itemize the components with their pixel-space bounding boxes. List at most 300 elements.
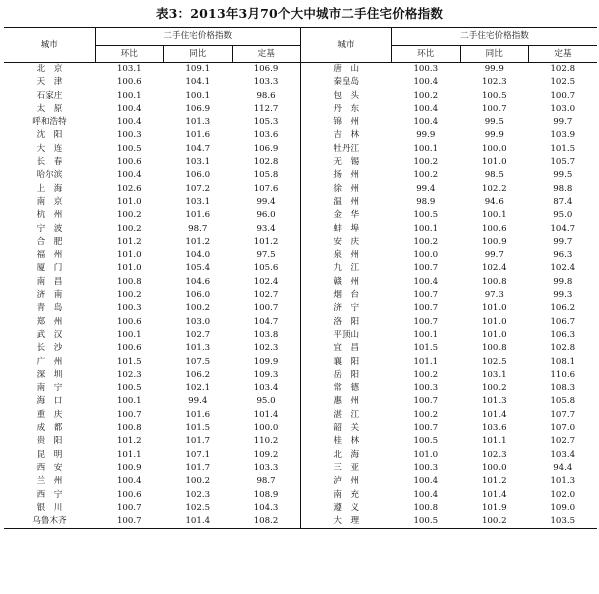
left-base-cell: 105.3 <box>253 117 279 128</box>
yoy-header-right: 同比 <box>460 46 529 63</box>
left-city-cell: 重 庆 <box>36 409 63 420</box>
right-base-cell: 103.5 <box>529 515 598 529</box>
right-mom-cell: 100.3 <box>413 383 439 394</box>
left-city-cell: 大 连 <box>36 143 63 154</box>
left-city-cell: 南 昌 <box>36 276 63 287</box>
left-yoy-cell: 106.9 <box>185 103 211 114</box>
left-mom-cell: 100.1 <box>116 329 142 340</box>
right-yoy-cell: 102.4 <box>481 263 507 274</box>
left-city-cell: 南 宁 <box>36 383 63 394</box>
left-yoy-cell: 103.0 <box>185 316 211 327</box>
table-row <box>4 489 597 502</box>
left-city-cell: 哈尔滨 <box>36 170 63 181</box>
right-mom-cell: 100.5 <box>413 210 439 221</box>
right-base-cell: 104.7 <box>550 223 576 234</box>
right-base-cell: 106.2 <box>550 303 576 314</box>
right-yoy-cell: 100.8 <box>481 276 507 287</box>
mom-header-left: 环比 <box>95 46 164 63</box>
right-base-cell: 95.0 <box>553 210 573 221</box>
right-city-cell: 秦皇岛 <box>301 76 392 89</box>
right-city-cell: 蚌 埠 <box>301 223 392 236</box>
right-mom-cell: 100.0 <box>413 250 439 261</box>
left-yoy-cell: 107.2 <box>185 183 211 194</box>
left-base-cell: 102.8 <box>253 157 279 168</box>
left-mom-cell: 100.4 <box>116 117 142 128</box>
left-base-cell: 103.4 <box>253 383 279 394</box>
table-row <box>4 329 597 342</box>
left-yoy-cell: 102.1 <box>185 383 211 394</box>
right-city-cell: 牡丹江 <box>301 143 392 156</box>
right-mom-cell: 100.7 <box>413 290 439 301</box>
left-base-cell: 104.3 <box>253 502 279 513</box>
left-mom-cell: 100.4 <box>116 103 142 114</box>
right-yoy-cell: 101.0 <box>481 157 507 168</box>
left-yoy-cell: 106.2 <box>185 369 211 380</box>
right-mom-cell: 100.2 <box>413 236 439 247</box>
right-city-cell: 常 德 <box>301 382 392 395</box>
table-row <box>4 249 597 262</box>
left-yoy-cell: 109.1 <box>185 64 211 74</box>
left-city-cell: 呼和浩特 <box>32 117 67 128</box>
right-yoy-cell: 100.5 <box>481 90 507 101</box>
left-mom-cell: 100.8 <box>116 276 142 287</box>
left-yoy-cell: 101.4 <box>164 515 233 529</box>
left-yoy-cell: 101.3 <box>185 117 211 128</box>
left-mom-cell: 100.4 <box>116 476 142 487</box>
right-base-cell: 108.3 <box>550 383 576 394</box>
left-yoy-cell: 101.6 <box>185 210 211 221</box>
left-city-cell: 银 川 <box>36 502 63 513</box>
right-mom-cell: 100.1 <box>413 329 439 340</box>
table-body <box>4 63 597 529</box>
left-mom-cell: 101.0 <box>116 196 142 207</box>
left-yoy-cell: 103.1 <box>185 196 211 207</box>
left-yoy-cell: 101.2 <box>185 236 211 247</box>
left-yoy-cell: 101.5 <box>185 423 211 434</box>
left-city-cell: 福 州 <box>36 250 63 261</box>
right-city-cell: 烟 台 <box>301 289 392 302</box>
right-mom-cell: 100.2 <box>413 170 439 181</box>
left-city-cell: 天 津 <box>36 77 63 88</box>
right-mom-cell: 100.4 <box>413 489 439 500</box>
right-mom-cell: 100.2 <box>413 409 439 420</box>
right-base-cell: 101.3 <box>550 476 576 487</box>
left-base-cell: 102.7 <box>253 290 279 301</box>
left-mom-cell: 101.0 <box>116 250 142 261</box>
table-row <box>4 369 597 382</box>
right-base-cell: 103.0 <box>550 103 576 114</box>
left-base-cell: 102.3 <box>253 343 279 354</box>
right-base-cell: 100.7 <box>550 90 576 101</box>
table-row <box>4 169 597 182</box>
right-city-cell: 南 充 <box>301 489 392 502</box>
right-base-cell: 105.8 <box>550 396 576 407</box>
right-base-cell: 99.8 <box>553 276 573 287</box>
left-yoy-cell: 104.0 <box>185 250 211 261</box>
right-yoy-cell: 98.5 <box>484 170 504 181</box>
right-base-cell: 102.8 <box>550 64 576 74</box>
left-city-cell: 成 都 <box>36 423 63 434</box>
right-mom-cell: 100.2 <box>413 157 439 168</box>
left-base-cell: 107.6 <box>253 183 279 194</box>
left-yoy-cell: 101.7 <box>185 462 211 473</box>
left-city-cell: 广 州 <box>36 356 63 367</box>
right-yoy-cell: 101.4 <box>481 409 507 420</box>
right-city-cell: 惠 州 <box>301 395 392 408</box>
left-city-cell: 乌鲁木齐 <box>4 515 95 529</box>
table-row <box>4 316 597 329</box>
right-base-cell: 110.6 <box>550 369 576 380</box>
right-city-cell: 无 锡 <box>301 156 392 169</box>
left-city-cell: 深 圳 <box>36 369 63 380</box>
table-row <box>4 356 597 369</box>
right-base-cell: 99.7 <box>553 236 573 247</box>
left-city-cell: 贵 阳 <box>36 436 63 447</box>
right-mom-cell: 101.5 <box>413 343 439 354</box>
right-yoy-cell: 97.3 <box>484 290 504 301</box>
right-yoy-cell: 94.6 <box>484 196 504 207</box>
left-yoy-cell: 102.7 <box>185 329 211 340</box>
left-yoy-cell: 104.7 <box>185 143 211 154</box>
right-mom-cell: 99.9 <box>416 130 436 141</box>
left-yoy-cell: 102.5 <box>185 502 211 513</box>
left-yoy-cell: 101.7 <box>185 436 211 447</box>
left-mom-cell: 100.2 <box>116 290 142 301</box>
right-city-cell: 襄 阳 <box>301 356 392 369</box>
yoy-header-left: 同比 <box>164 46 233 63</box>
left-city-cell: 沈 阳 <box>36 130 63 141</box>
right-mom-cell: 100.1 <box>413 143 439 154</box>
left-mom-cell: 100.6 <box>116 316 142 327</box>
left-mom-cell: 103.1 <box>116 64 142 74</box>
right-yoy-cell: 101.0 <box>481 303 507 314</box>
right-base-cell: 101.5 <box>550 143 576 154</box>
left-base-cell: 109.2 <box>253 449 279 460</box>
left-yoy-cell: 105.4 <box>185 263 211 274</box>
left-yoy-cell: 103.1 <box>185 157 211 168</box>
right-mom-cell: 100.1 <box>413 223 439 234</box>
left-city-cell: 长 沙 <box>36 343 63 354</box>
right-base-cell: 109.0 <box>550 502 576 513</box>
left-mom-cell: 100.1 <box>116 90 142 101</box>
left-mom-cell: 100.7 <box>116 409 142 420</box>
left-base-cell: 109.3 <box>253 369 279 380</box>
table-row <box>4 422 597 435</box>
left-city-cell: 太 原 <box>36 103 63 114</box>
right-base-cell: 102.5 <box>550 77 576 88</box>
left-yoy-cell: 102.3 <box>185 489 211 500</box>
right-mom-cell: 100.2 <box>413 90 439 101</box>
left-base-cell: 112.7 <box>253 103 279 114</box>
left-base-cell: 101.2 <box>253 236 279 247</box>
right-city-cell: 安 庆 <box>301 236 392 249</box>
right-base-cell: 102.4 <box>550 263 576 274</box>
left-city-cell: 西 宁 <box>36 489 63 500</box>
right-yoy-cell: 102.3 <box>481 77 507 88</box>
table-row <box>4 382 597 395</box>
left-mom-cell: 100.6 <box>116 77 142 88</box>
left-yoy-cell: 101.6 <box>185 130 211 141</box>
left-base-cell: 103.3 <box>253 77 279 88</box>
table-row <box>4 76 597 89</box>
left-base-cell: 105.6 <box>253 263 279 274</box>
left-yoy-cell: 104.6 <box>185 276 211 287</box>
left-city-cell: 上 海 <box>36 183 63 194</box>
right-mom-cell: 100.3 <box>413 462 439 473</box>
table-row <box>4 475 597 488</box>
left-yoy-cell: 101.6 <box>185 409 211 420</box>
right-yoy-cell: 101.3 <box>481 396 507 407</box>
table-row <box>4 276 597 289</box>
left-city-cell: 兰 州 <box>36 476 63 487</box>
left-city-cell: 济 南 <box>36 290 63 301</box>
left-mom-cell: 102.6 <box>116 183 142 194</box>
left-city-cell: 青 岛 <box>36 303 63 314</box>
price-index-table <box>4 27 597 529</box>
right-yoy-cell: 102.2 <box>481 183 507 194</box>
right-city-cell: 包 头 <box>301 90 392 103</box>
right-city-cell: 金 华 <box>301 209 392 222</box>
right-city-cell: 锦 州 <box>301 116 392 129</box>
right-base-cell: 98.8 <box>553 183 573 194</box>
left-city-cell: 北 京 <box>36 64 63 74</box>
table-row <box>4 462 597 475</box>
right-mom-cell: 100.5 <box>413 436 439 447</box>
left-mom-cell: 101.1 <box>116 449 142 460</box>
right-yoy-cell: 101.0 <box>481 316 507 327</box>
right-base-cell: 96.3 <box>553 250 573 261</box>
table-row <box>4 116 597 129</box>
right-city-cell: 徐 州 <box>301 183 392 196</box>
right-mom-cell: 101.1 <box>413 356 439 367</box>
city-header-right: 城市 <box>301 28 392 63</box>
right-yoy-cell: 101.2 <box>481 476 507 487</box>
table-row <box>4 515 597 529</box>
mom-header-right: 环比 <box>392 46 461 63</box>
right-yoy-cell: 102.5 <box>481 356 507 367</box>
right-city-cell: 遵 义 <box>301 502 392 515</box>
right-yoy-cell: 102.3 <box>481 449 507 460</box>
left-yoy-cell: 100.2 <box>185 303 211 314</box>
left-base-cell: 103.6 <box>253 130 279 141</box>
right-mom-cell: 100.5 <box>392 515 461 529</box>
table-row <box>4 156 597 169</box>
left-mom-cell: 100.7 <box>116 502 142 513</box>
right-mom-cell: 100.7 <box>413 263 439 274</box>
right-yoy-cell: 99.9 <box>484 130 504 141</box>
right-yoy-cell: 101.4 <box>481 489 507 500</box>
right-mom-cell: 100.4 <box>413 476 439 487</box>
table-row <box>4 395 597 408</box>
left-base-cell: 101.4 <box>253 409 279 420</box>
left-base-cell: 93.4 <box>256 223 276 234</box>
right-yoy-cell: 100.7 <box>481 103 507 114</box>
right-city-cell: 济 宁 <box>301 302 392 315</box>
right-mom-cell: 100.4 <box>413 117 439 128</box>
right-mom-cell: 100.8 <box>413 502 439 513</box>
left-yoy-cell: 100.1 <box>185 90 211 101</box>
right-mom-cell: 100.4 <box>413 77 439 88</box>
right-yoy-cell: 99.7 <box>484 250 504 261</box>
base-header-left: 定基 <box>232 46 301 63</box>
left-mom-cell: 100.6 <box>116 489 142 500</box>
left-base-cell: 98.6 <box>256 90 276 101</box>
right-base-cell: 102.8 <box>550 343 576 354</box>
right-mom-cell: 100.7 <box>413 303 439 314</box>
right-mom-cell: 98.9 <box>416 196 436 207</box>
table-row <box>4 209 597 222</box>
right-yoy-cell: 100.0 <box>481 143 507 154</box>
right-city-cell: 宜 昌 <box>301 342 392 355</box>
right-base-cell: 102.0 <box>550 489 576 500</box>
left-yoy-cell: 106.0 <box>185 290 211 301</box>
right-mom-cell: 100.3 <box>413 64 439 74</box>
right-yoy-cell: 100.8 <box>481 343 507 354</box>
table-row <box>4 236 597 249</box>
left-yoy-cell: 99.4 <box>188 396 208 407</box>
base-header-right: 定基 <box>529 46 598 63</box>
right-city-cell: 泉 州 <box>301 249 392 262</box>
table-row <box>4 409 597 422</box>
right-yoy-cell: 103.6 <box>481 423 507 434</box>
left-mom-cell: 100.3 <box>116 303 142 314</box>
left-mom-cell: 101.2 <box>116 436 142 447</box>
left-base-cell: 108.9 <box>253 489 279 500</box>
left-base-cell: 104.7 <box>253 316 279 327</box>
left-city-cell: 海 口 <box>36 396 63 407</box>
left-yoy-cell: 107.5 <box>185 356 211 367</box>
right-yoy-cell: 99.5 <box>484 117 504 128</box>
left-base-cell: 96.0 <box>256 210 276 221</box>
table-title: 表3：2013年3月70个大中城市二手住宅价格指数 <box>155 6 444 21</box>
left-base-cell: 95.0 <box>256 396 276 407</box>
index-group-header-left: 二手住宅价格指数 <box>95 28 301 46</box>
left-base-cell: 106.9 <box>253 143 279 154</box>
right-mom-cell: 100.2 <box>413 369 439 380</box>
left-yoy-cell: 104.1 <box>185 77 211 88</box>
right-city-cell: 温 州 <box>301 196 392 209</box>
left-base-cell: 103.8 <box>253 329 279 340</box>
table-row <box>4 435 597 448</box>
left-base-cell: 97.5 <box>256 250 276 261</box>
left-mom-cell: 101.5 <box>116 356 142 367</box>
right-base-cell: 103.4 <box>550 449 576 460</box>
left-city-cell: 厦 门 <box>36 263 63 274</box>
right-yoy-cell: 100.2 <box>460 515 529 529</box>
right-city-cell: 扬 州 <box>301 169 392 182</box>
left-base-cell: 100.0 <box>253 423 279 434</box>
right-city-cell: 桂 林 <box>301 435 392 448</box>
right-city-cell: 泸 州 <box>301 475 392 488</box>
left-mom-cell: 100.1 <box>116 396 142 407</box>
left-city-cell: 西 安 <box>36 462 63 473</box>
right-yoy-cell: 100.6 <box>481 223 507 234</box>
left-base-cell: 109.9 <box>253 356 279 367</box>
right-yoy-cell: 100.1 <box>481 210 507 221</box>
left-city-cell: 郑 州 <box>36 316 63 327</box>
right-city-cell: 韶 关 <box>301 422 392 435</box>
right-city-cell: 赣 州 <box>301 276 392 289</box>
left-mom-cell: 100.7 <box>95 515 164 529</box>
left-city-cell: 长 春 <box>36 157 63 168</box>
right-city-cell: 唐 山 <box>301 63 392 77</box>
left-mom-cell: 100.6 <box>116 157 142 168</box>
left-yoy-cell: 98.7 <box>188 223 208 234</box>
left-base-cell: 110.2 <box>253 436 279 447</box>
table-row <box>4 143 597 156</box>
right-base-cell: 105.7 <box>550 157 576 168</box>
left-mom-cell: 100.8 <box>116 423 142 434</box>
right-base-cell: 99.5 <box>553 170 573 181</box>
right-base-cell: 107.7 <box>550 409 576 420</box>
right-city-cell: 三 亚 <box>301 462 392 475</box>
right-yoy-cell: 101.1 <box>481 436 507 447</box>
right-base-cell: 108.1 <box>550 356 576 367</box>
right-city-cell: 吉 林 <box>301 129 392 142</box>
left-yoy-cell: 107.1 <box>185 449 211 460</box>
right-base-cell: 102.7 <box>550 436 576 447</box>
right-city-cell: 北 海 <box>301 449 392 462</box>
left-base-cell: 99.4 <box>256 196 276 207</box>
table-row <box>4 502 597 515</box>
right-mom-cell: 100.7 <box>413 316 439 327</box>
left-mom-cell: 100.6 <box>116 343 142 354</box>
right-mom-cell: 100.7 <box>413 423 439 434</box>
left-mom-cell: 100.4 <box>116 170 142 181</box>
right-base-cell: 107.0 <box>550 423 576 434</box>
right-mom-cell: 100.7 <box>413 396 439 407</box>
right-city-cell: 洛 阳 <box>301 316 392 329</box>
right-city-cell: 岳 阳 <box>301 369 392 382</box>
left-mom-cell: 100.2 <box>116 210 142 221</box>
left-city-cell: 石家庄 <box>36 90 63 101</box>
right-mom-cell: 99.4 <box>416 183 436 194</box>
left-mom-cell: 100.3 <box>116 130 142 141</box>
right-city-cell: 九 江 <box>301 262 392 275</box>
right-base-cell: 106.7 <box>550 316 576 327</box>
table-row <box>4 63 597 77</box>
left-mom-cell: 100.9 <box>116 462 142 473</box>
left-city-cell: 宁 波 <box>36 223 63 234</box>
table-row <box>4 103 597 116</box>
left-mom-cell: 100.5 <box>116 383 142 394</box>
right-city-cell: 丹 东 <box>301 103 392 116</box>
right-base-cell: 94.4 <box>553 462 573 473</box>
left-yoy-cell: 101.3 <box>185 343 211 354</box>
left-yoy-cell: 100.2 <box>185 476 211 487</box>
right-mom-cell: 100.4 <box>413 103 439 114</box>
left-mom-cell: 102.3 <box>116 369 142 380</box>
left-base-cell: 100.7 <box>253 303 279 314</box>
left-mom-cell: 101.2 <box>116 236 142 247</box>
table-row <box>4 223 597 236</box>
table-row <box>4 129 597 142</box>
left-city-cell: 南 京 <box>36 196 63 207</box>
left-base-cell: 102.4 <box>253 276 279 287</box>
left-base-cell: 105.8 <box>253 170 279 181</box>
right-yoy-cell: 101.9 <box>481 502 507 513</box>
right-yoy-cell: 100.2 <box>481 383 507 394</box>
right-yoy-cell: 103.1 <box>481 369 507 380</box>
right-yoy-cell: 101.0 <box>481 329 507 340</box>
left-city-cell: 武 汉 <box>36 329 63 340</box>
right-mom-cell: 100.4 <box>413 276 439 287</box>
left-mom-cell: 101.0 <box>116 263 142 274</box>
table-row <box>4 90 597 103</box>
left-base-cell: 98.7 <box>256 476 276 487</box>
right-yoy-cell: 99.9 <box>484 64 504 74</box>
table-row <box>4 262 597 275</box>
